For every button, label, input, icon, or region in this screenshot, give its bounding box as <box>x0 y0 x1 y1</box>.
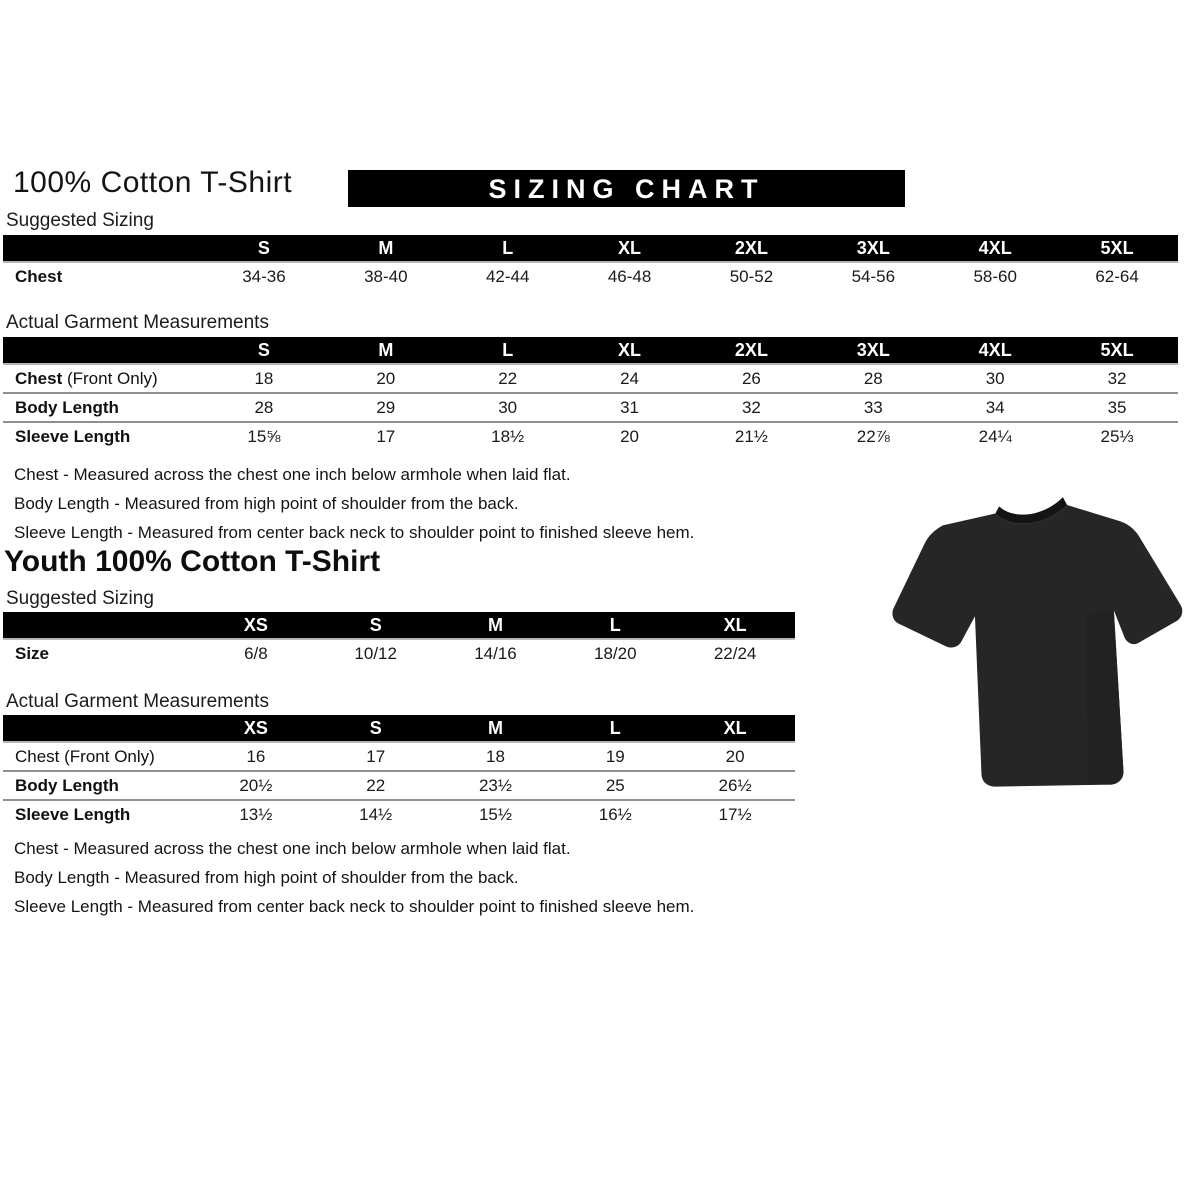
cell: 17½ <box>675 800 795 829</box>
cell: 18 <box>254 368 274 388</box>
cell: 33 <box>812 393 934 422</box>
cell: 50-52 <box>729 267 774 286</box>
cell: 26½ <box>675 771 795 800</box>
cell: 18 <box>486 746 505 766</box>
row-label: Chest <box>15 267 63 286</box>
cell: 20 <box>376 368 396 388</box>
cell: 22 <box>498 368 518 388</box>
cell: 13½ <box>196 800 316 829</box>
table-row-body-length <box>3 393 1178 422</box>
column-header: XS <box>196 715 316 742</box>
cell: 22⅞ <box>812 422 934 451</box>
cell: 6/8 <box>244 644 268 663</box>
column-header: L <box>447 235 569 262</box>
column-header: XL <box>675 612 795 639</box>
row-label: Sleeve Length <box>3 422 203 451</box>
cell: 22 <box>316 771 436 800</box>
corner-cell <box>3 337 203 364</box>
note-body-length: Body Length - Measured from high point of shoulder from the back. <box>14 494 519 513</box>
column-header: 4XL <box>934 337 1056 364</box>
column-header: 4XL <box>934 235 1056 262</box>
adult-section-title: 100% Cotton T-Shirt <box>13 166 293 199</box>
tshirt-silhouette-icon <box>888 486 1194 804</box>
column-header: 3XL <box>812 235 934 262</box>
cell: 10/12 <box>354 644 397 663</box>
cell: 20½ <box>196 771 316 800</box>
tshirt-image <box>888 486 1194 804</box>
table-row <box>3 262 1178 291</box>
column-header: M <box>325 235 447 262</box>
cell: 34-36 <box>242 267 286 286</box>
cell: 32 <box>691 393 813 422</box>
cell: 42-44 <box>485 267 530 286</box>
cell: 24¼ <box>934 422 1056 451</box>
cell: 29 <box>325 393 447 422</box>
cell: 26 <box>741 368 761 388</box>
cell: 28 <box>863 368 883 388</box>
column-header: M <box>436 715 556 742</box>
cell: 58-60 <box>973 267 1017 286</box>
cell: 46-48 <box>607 267 652 286</box>
row-label-suffix: (Front Only) <box>62 368 158 388</box>
column-header: L <box>447 337 569 364</box>
cell: 22/24 <box>713 644 757 663</box>
note-sleeve-length: Sleeve Length - Measured from center back neck to shoulder point to finished sleeve hem. <box>14 897 695 916</box>
cell: 62-64 <box>1095 267 1139 286</box>
row-label: Chest (Front Only) <box>15 746 155 766</box>
note-chest: Chest - Measured across the chest one inch below armhole when laid flat. <box>14 839 571 858</box>
column-header: 2XL <box>691 337 813 364</box>
cell: 15⅝ <box>203 422 325 451</box>
cell: 30 <box>985 368 1005 388</box>
youth-actual-measurements-table <box>3 715 795 829</box>
youth-suggested-sizing-table <box>3 612 795 668</box>
corner-cell <box>3 612 196 639</box>
cell: 14/16 <box>474 644 517 663</box>
table-row-sleeve-length <box>3 800 795 829</box>
sizing-chart-banner: SIZING CHART <box>348 170 905 207</box>
cell: 18½ <box>447 422 569 451</box>
adult-actual-measurements-label: Actual Garment Measurements <box>6 312 269 333</box>
row-label: Sleeve Length <box>3 800 196 829</box>
column-header: S <box>203 235 325 262</box>
cell: 17 <box>325 422 447 451</box>
cell: 20 <box>569 422 691 451</box>
column-header: 3XL <box>812 337 934 364</box>
table-row-chest <box>3 742 795 771</box>
column-header: 2XL <box>691 235 813 262</box>
cell: 16½ <box>555 800 675 829</box>
column-header: L <box>555 612 675 639</box>
column-header: M <box>436 612 556 639</box>
adult-actual-measurements-table <box>3 337 1178 451</box>
column-header: XL <box>675 715 795 742</box>
cell: 23½ <box>436 771 556 800</box>
cell: 18/20 <box>594 644 637 663</box>
column-header: 5XL <box>1056 235 1178 262</box>
header-row <box>3 612 795 639</box>
cell: 20 <box>725 746 745 766</box>
column-header: S <box>203 337 325 364</box>
cell: 17 <box>366 746 386 766</box>
cell: 28 <box>203 393 325 422</box>
row-label: Body Length <box>3 771 196 800</box>
row-label: Size <box>15 644 50 663</box>
adult-suggested-sizing-table <box>3 235 1178 291</box>
youth-suggested-sizing-label: Suggested Sizing <box>6 588 154 609</box>
row-label-main: Chest <box>15 368 63 388</box>
cell: 14½ <box>316 800 436 829</box>
cell: 19 <box>605 746 625 766</box>
header-row <box>3 235 1178 262</box>
column-header: XL <box>569 337 691 364</box>
note-body-length: Body Length - Measured from high point of shoulder from the back. <box>14 868 519 887</box>
note-sleeve-length: Sleeve Length - Measured from center back neck to shoulder point to finished sleeve hem. <box>14 523 695 542</box>
column-header: L <box>555 715 675 742</box>
cell: 25⅓ <box>1056 422 1178 451</box>
youth-measurement-notes <box>14 834 694 921</box>
cell: 21½ <box>691 422 813 451</box>
column-header: M <box>325 337 447 364</box>
cell: 24 <box>620 368 640 388</box>
cell: 31 <box>569 393 691 422</box>
corner-cell <box>3 715 196 742</box>
youth-actual-measurements-label: Actual Garment Measurements <box>6 691 269 712</box>
column-header: 5XL <box>1056 337 1178 364</box>
column-header: XL <box>569 235 691 262</box>
adult-suggested-sizing-label: Suggested Sizing <box>6 210 154 231</box>
header-row <box>3 337 1178 364</box>
table-row-size <box>3 639 795 668</box>
cell: 30 <box>447 393 569 422</box>
row-label: Body Length <box>3 393 203 422</box>
column-header: XS <box>196 612 316 639</box>
corner-cell <box>3 235 203 262</box>
column-header: S <box>316 612 436 639</box>
cell: 15½ <box>436 800 556 829</box>
cell: 25 <box>555 771 675 800</box>
table-row-sleeve-length <box>3 422 1178 451</box>
cell: 54-56 <box>851 267 896 286</box>
column-header: S <box>316 715 436 742</box>
cell: 16 <box>246 746 266 766</box>
cell: 35 <box>1056 393 1178 422</box>
youth-section-title: Youth 100% Cotton T-Shirt <box>4 545 381 578</box>
cell: 38-40 <box>364 267 408 286</box>
note-chest: Chest - Measured across the chest one inch below armhole when laid flat. <box>14 465 571 484</box>
row-label <box>3 364 203 393</box>
table-row-chest <box>3 364 1178 393</box>
adult-measurement-notes <box>14 460 694 547</box>
cell: 34 <box>934 393 1056 422</box>
header-row <box>3 715 795 742</box>
table-row-body-length <box>3 771 795 800</box>
cell: 32 <box>1107 368 1127 388</box>
